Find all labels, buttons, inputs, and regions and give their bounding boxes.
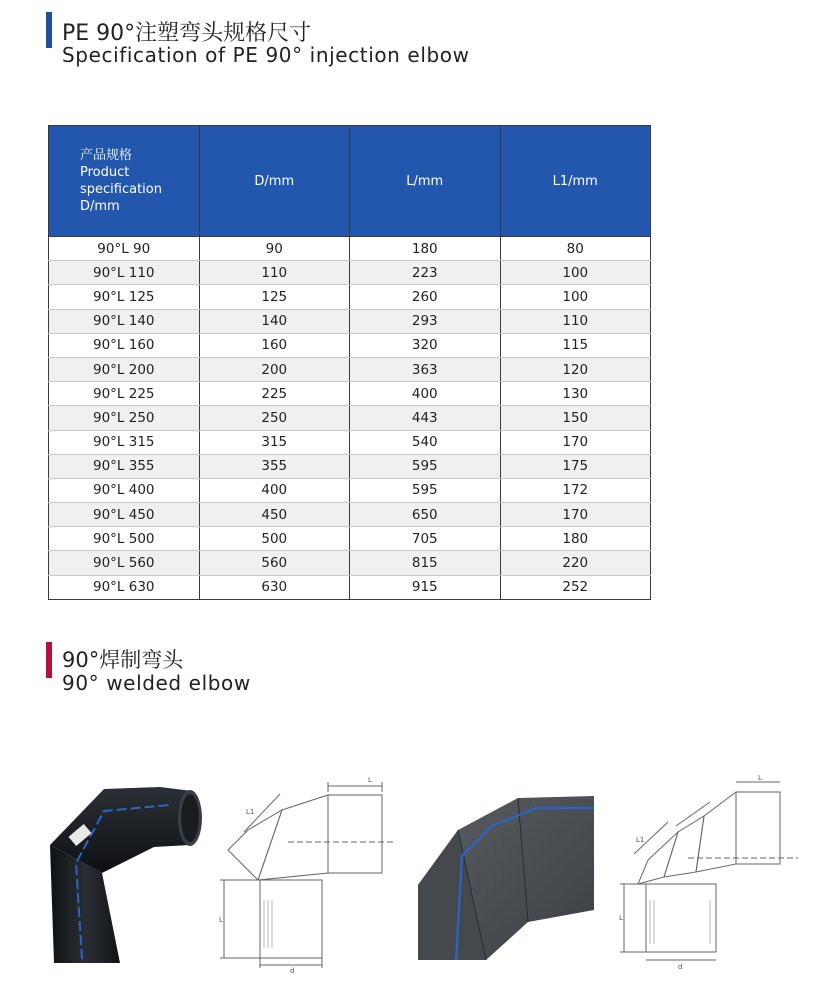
cell-product: 90°L 200 (49, 357, 200, 381)
elbow-photo-three-segment (418, 790, 594, 960)
table-row (49, 237, 651, 261)
table-row (49, 261, 651, 285)
cell-d: 160 (199, 333, 350, 357)
table-row (49, 285, 651, 309)
table-row (49, 333, 651, 357)
table-row (49, 382, 651, 406)
cell-l: 540 (350, 430, 501, 454)
table-row (49, 357, 651, 381)
table-row (49, 575, 651, 599)
cell-d: 125 (199, 285, 350, 309)
cell-l1: 120 (500, 357, 651, 381)
cell-l1: 100 (500, 285, 651, 309)
header-product-zh: 产品规格 (80, 148, 133, 163)
table-row (49, 551, 651, 575)
cell-l1: 175 (500, 454, 651, 478)
cell-product: 90°L 110 (49, 261, 200, 285)
cell-d: 200 (199, 357, 350, 381)
table-header-row (49, 126, 651, 237)
table-row (49, 406, 651, 430)
elbow-drawing-two-segment (218, 770, 398, 975)
cell-d: 560 (199, 551, 350, 575)
cell-product: 90°L 160 (49, 333, 200, 357)
table-row (49, 309, 651, 333)
header-product-en-2: specification (80, 182, 162, 197)
cell-l: 320 (350, 333, 501, 357)
heading-title-en: 90° welded elbow (62, 671, 251, 695)
header-l1: L1/mm (500, 126, 651, 237)
cell-product: 90°L 315 (49, 430, 200, 454)
heading-title-en: Specification of PE 90° injection elbow (62, 43, 470, 67)
drawing-label-l: L (219, 916, 223, 924)
heading-accent-bar (46, 642, 52, 678)
cell-product: 90°L 630 (49, 575, 200, 599)
header-l: L/mm (350, 126, 501, 237)
cell-l: 363 (350, 357, 501, 381)
section-heading-welded (46, 640, 446, 700)
cell-l1: 170 (500, 503, 651, 527)
cell-l: 443 (350, 406, 501, 430)
drawing-label-d: d (290, 967, 295, 975)
cell-l: 180 (350, 237, 501, 261)
cell-l1: 252 (500, 575, 651, 599)
cell-product: 90°L 400 (49, 478, 200, 502)
cell-d: 500 (199, 527, 350, 551)
cell-l1: 170 (500, 430, 651, 454)
cell-d: 630 (199, 575, 350, 599)
cell-product: 90°L 450 (49, 503, 200, 527)
cell-l: 650 (350, 503, 501, 527)
cell-d: 225 (199, 382, 350, 406)
cell-l: 293 (350, 309, 501, 333)
heading-title-zh: 90°焊制弯头 (62, 648, 184, 672)
heading-accent-bar (46, 12, 52, 48)
header-product-en-3: D/mm (80, 199, 120, 214)
table-row (49, 454, 651, 478)
table-row (49, 503, 651, 527)
table-row (49, 478, 651, 502)
cell-product: 90°L 250 (49, 406, 200, 430)
cell-d: 250 (199, 406, 350, 430)
cell-product: 90°L 140 (49, 309, 200, 333)
cell-l1: 100 (500, 261, 651, 285)
heading-title-zh: PE 90°注塑弯头规格尺寸 (62, 21, 312, 46)
cell-d: 355 (199, 454, 350, 478)
elbow-photo-two-segment (42, 783, 210, 963)
cell-product: 90°L 225 (49, 382, 200, 406)
cell-d: 315 (199, 430, 350, 454)
spec-table (48, 125, 651, 600)
cell-d: 140 (199, 309, 350, 333)
cell-l: 915 (350, 575, 501, 599)
cell-l1: 180 (500, 527, 651, 551)
cell-l1: 80 (500, 237, 651, 261)
cell-product: 90°L 125 (49, 285, 200, 309)
drawing-label-d: d (678, 963, 683, 971)
header-product-en-1: Product (80, 165, 130, 180)
drawing-label-l1: L1 (246, 808, 255, 816)
header-d: D/mm (199, 126, 350, 237)
cell-l1: 110 (500, 309, 651, 333)
cell-l1: 172 (500, 478, 651, 502)
cell-d: 450 (199, 503, 350, 527)
cell-l: 595 (350, 454, 501, 478)
cell-d: 400 (199, 478, 350, 502)
cell-l: 815 (350, 551, 501, 575)
cell-product: 90°L 500 (49, 527, 200, 551)
cell-l: 223 (350, 261, 501, 285)
cell-d: 110 (199, 261, 350, 285)
cell-l1: 150 (500, 406, 651, 430)
cell-l: 400 (350, 382, 501, 406)
cell-l1: 130 (500, 382, 651, 406)
drawing-label-l-top: L (368, 776, 372, 784)
cell-product: 90°L 355 (49, 454, 200, 478)
table-row (49, 527, 651, 551)
cell-l: 260 (350, 285, 501, 309)
cell-d: 90 (199, 237, 350, 261)
cell-l1: 115 (500, 333, 651, 357)
section-heading-injection (46, 10, 546, 70)
cell-l1: 220 (500, 551, 651, 575)
drawing-label-l1: L1 (636, 836, 645, 844)
drawing-label-l-top: L (758, 774, 762, 782)
drawing-label-l: L (619, 914, 623, 922)
cell-l: 595 (350, 478, 501, 502)
cell-product: 90°L 560 (49, 551, 200, 575)
cell-product: 90°L 90 (49, 237, 200, 261)
elbow-drawing-three-segment (618, 772, 803, 972)
table-row (49, 430, 651, 454)
header-product-spec (49, 126, 200, 237)
cell-l: 705 (350, 527, 501, 551)
